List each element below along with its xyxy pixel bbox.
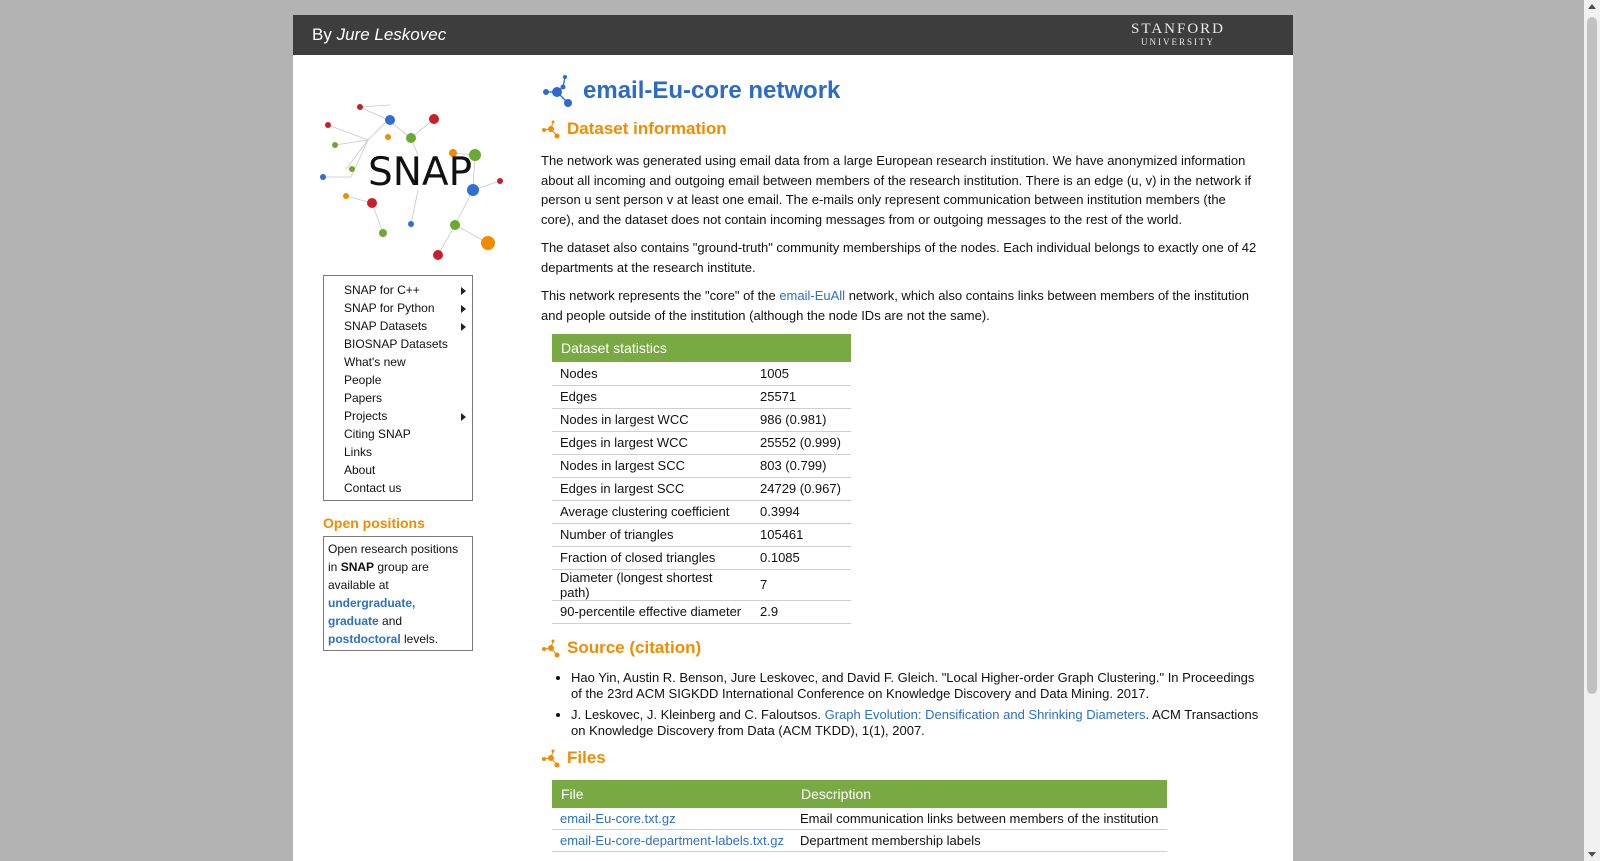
submenu-arrow-icon — [461, 305, 466, 313]
network-icon — [541, 74, 575, 108]
byline-prefix: By — [312, 25, 332, 44]
scroll-thumb[interactable] — [1587, 17, 1597, 694]
stat-label: Nodes — [552, 362, 752, 385]
page-heading — [541, 71, 1261, 111]
side-menu — [323, 275, 473, 501]
menu-item-snap-for-python[interactable] — [324, 299, 472, 317]
email-euall-link[interactable]: email-EuAll — [779, 288, 846, 303]
section-heading-files — [541, 745, 1261, 771]
section-heading-source — [541, 635, 1261, 661]
menu-item-projects[interactable] — [324, 407, 472, 425]
menu-item-what-s-new[interactable] — [324, 353, 472, 371]
stat-label: Nodes in largest SCC — [552, 454, 752, 477]
stats-header: Dataset statistics — [552, 334, 851, 362]
open-positions-text: group are available at — [328, 560, 429, 592]
stats-row — [552, 431, 851, 454]
stanford-name: STANFORD — [1131, 21, 1225, 37]
menu-item-label: About — [344, 463, 376, 477]
menu-item-citing-snap[interactable] — [324, 425, 472, 443]
stat-value: 24729 (0.967) — [752, 477, 851, 500]
dataset-info-title: Dataset information — [567, 119, 727, 138]
stat-label: 90-percentile effective diameter — [552, 600, 752, 623]
scroll-up-icon[interactable] — [1588, 4, 1596, 9]
site-header — [293, 15, 1293, 55]
stat-value: 0.1085 — [752, 546, 851, 569]
file-description: Email communication links between members of the institution — [792, 808, 1167, 830]
open-positions-text: levels. — [404, 632, 439, 646]
description-paragraph-3 — [541, 286, 1261, 325]
stats-row — [552, 385, 851, 408]
stat-label: Diameter (longest shortest path) — [552, 569, 752, 600]
file-download-link[interactable]: email-Eu-core.txt.gz — [560, 810, 676, 826]
author-name[interactable]: Jure Leskovec — [336, 25, 447, 44]
citation-item: • Hao Yin, Austin R. Benson, Jure Leskovec, and David F. Gleich. "Local Higher-order Graph Clustering." In Proceedings of the 23rd ACM SIGKDD International Conference on Knowledge Discovery and Data Mining. 2017. — [571, 670, 1261, 702]
menu-item-label: Papers — [344, 391, 383, 405]
submenu-arrow-icon — [461, 287, 466, 295]
menu-item-snap-datasets[interactable] — [324, 317, 472, 335]
open-positions-text: Open research positions in — [328, 542, 459, 574]
scroll-down-icon[interactable] — [1588, 852, 1596, 857]
stat-label: Edges — [552, 385, 752, 408]
description-paragraph-1: The network was generated using email data from a large European research institution. We have anonymized information about all incoming and outgoing email between members of the research institution. There is an edge (u, v) in the network if person u sent person v at least one email. The e-mails only represent communication between institution members (the core), and the dataset does not contain incoming messages from or outgoing messages to the rest of the world. — [541, 153, 1252, 227]
stats-row — [552, 362, 851, 385]
postdoctoral-link[interactable]: postdoctoral — [328, 632, 401, 646]
stat-label: Edges in largest WCC — [552, 431, 752, 454]
graph-evolution-link[interactable]: Graph Evolution: Densification and Shrinking Diameters — [824, 706, 1146, 722]
menu-item-papers[interactable] — [324, 389, 472, 407]
source-title: Source (citation) — [567, 637, 702, 657]
page — [293, 15, 1293, 861]
menu-item-about[interactable] — [324, 461, 472, 479]
stats-row — [552, 408, 851, 431]
stat-value: 1005 — [752, 362, 851, 385]
menu-item-label: Citing SNAP — [344, 427, 411, 441]
stats-row — [552, 523, 851, 546]
citation-list — [541, 670, 1261, 739]
menu-item-label: People — [344, 373, 382, 387]
stat-value: 986 (0.981) — [752, 408, 851, 431]
university-label: UNIVERSITY — [1141, 37, 1215, 47]
stats-row — [552, 569, 851, 600]
citation-text: . ACM Transactions on Knowledge Discovery from Data (ACM TKDD), 1(1), 2007. — [571, 706, 1259, 738]
stat-value: 25552 (0.999) — [752, 431, 851, 454]
stat-value: 2.9 — [752, 600, 851, 623]
byline — [312, 25, 446, 45]
menu-item-contact-us[interactable] — [324, 479, 472, 497]
graduate-link[interactable]: graduate — [328, 614, 379, 628]
stats-row — [552, 454, 851, 477]
page-scrollbar[interactable] — [1584, 0, 1600, 861]
stats-row — [552, 500, 851, 523]
snap-logo[interactable] — [318, 85, 508, 260]
network-orange-icon — [541, 638, 561, 658]
paragraph-text: This network represents the "core" of the — [541, 288, 776, 303]
files-col-description: Description — [792, 780, 1167, 808]
menu-item-links[interactable] — [324, 443, 472, 461]
stats-row — [552, 600, 851, 623]
open-positions-box — [323, 536, 473, 651]
undergraduate-link[interactable]: undergraduate, — [328, 596, 416, 610]
stats-row — [552, 477, 851, 500]
description-paragraph-2: The dataset also contains "ground-truth" community memberships of the nodes. Each individual belongs to exactly one of 42 departments at the research institute. — [541, 240, 1257, 275]
submenu-arrow-icon — [461, 413, 466, 421]
network-orange-icon — [541, 119, 561, 139]
dataset-statistics-table — [552, 334, 851, 624]
menu-item-label: Projects — [344, 409, 388, 423]
network-orange-icon — [541, 748, 561, 768]
submenu-arrow-icon — [461, 323, 466, 331]
file-row — [552, 808, 1167, 830]
menu-item-label: Contact us — [344, 481, 402, 495]
citation-text: J. Leskovec, J. Kleinberg and C. Faloutsos. — [571, 706, 822, 722]
main-content — [541, 71, 1261, 852]
menu-item-label: SNAP Datasets — [344, 319, 428, 333]
section-heading-dataset-info — [541, 116, 1261, 142]
open-positions-text: and — [382, 614, 403, 628]
stat-label: Nodes in largest WCC — [552, 408, 752, 431]
stat-value: 25571 — [752, 385, 851, 408]
stat-value: 803 (0.799) — [752, 454, 851, 477]
menu-item-label: SNAP for Python — [344, 301, 435, 315]
stat-value: 0.3994 — [752, 500, 851, 523]
stats-row — [552, 546, 851, 569]
file-cell — [552, 830, 792, 852]
file-cell — [552, 808, 792, 830]
snap-emphasis: SNAP — [340, 560, 375, 574]
file-row — [552, 830, 1167, 852]
snap-logo-text: SNAP — [368, 150, 473, 195]
citation-item — [571, 707, 1261, 739]
files-title: Files — [567, 747, 606, 767]
menu-item-label: Links — [344, 445, 373, 459]
stat-label: Edges in largest SCC — [552, 477, 752, 500]
stat-value: 7 — [752, 569, 851, 600]
files-col-file: File — [552, 780, 792, 808]
stat-label: Number of triangles — [552, 523, 752, 546]
menu-item-label: What's new — [344, 355, 406, 369]
page-title: email-Eu-core network — [583, 77, 841, 104]
menu-item-label: SNAP for C++ — [344, 283, 420, 297]
menu-item-biosnap-datasets[interactable] — [324, 335, 472, 353]
stat-value: 105461 — [752, 523, 851, 546]
paragraph-text: network, which also contains links between members of the institution and people outside of the institution (although the node IDs are not the same). — [541, 288, 1249, 323]
file-download-link[interactable]: email-Eu-core-department-labels.txt.gz — [560, 833, 784, 848]
menu-item-snap-for-c[interactable] — [324, 281, 472, 299]
file-description: Department membership labels — [792, 830, 1167, 852]
menu-item-people[interactable] — [324, 371, 472, 389]
menu-item-label: BIOSNAP Datasets — [344, 337, 448, 351]
open-positions-title: Open positions — [323, 515, 425, 531]
stat-label: Average clustering coefficient — [552, 500, 752, 523]
stanford-logo[interactable] — [1131, 22, 1225, 48]
stat-label: Fraction of closed triangles — [552, 546, 752, 569]
files-table — [552, 780, 1167, 853]
